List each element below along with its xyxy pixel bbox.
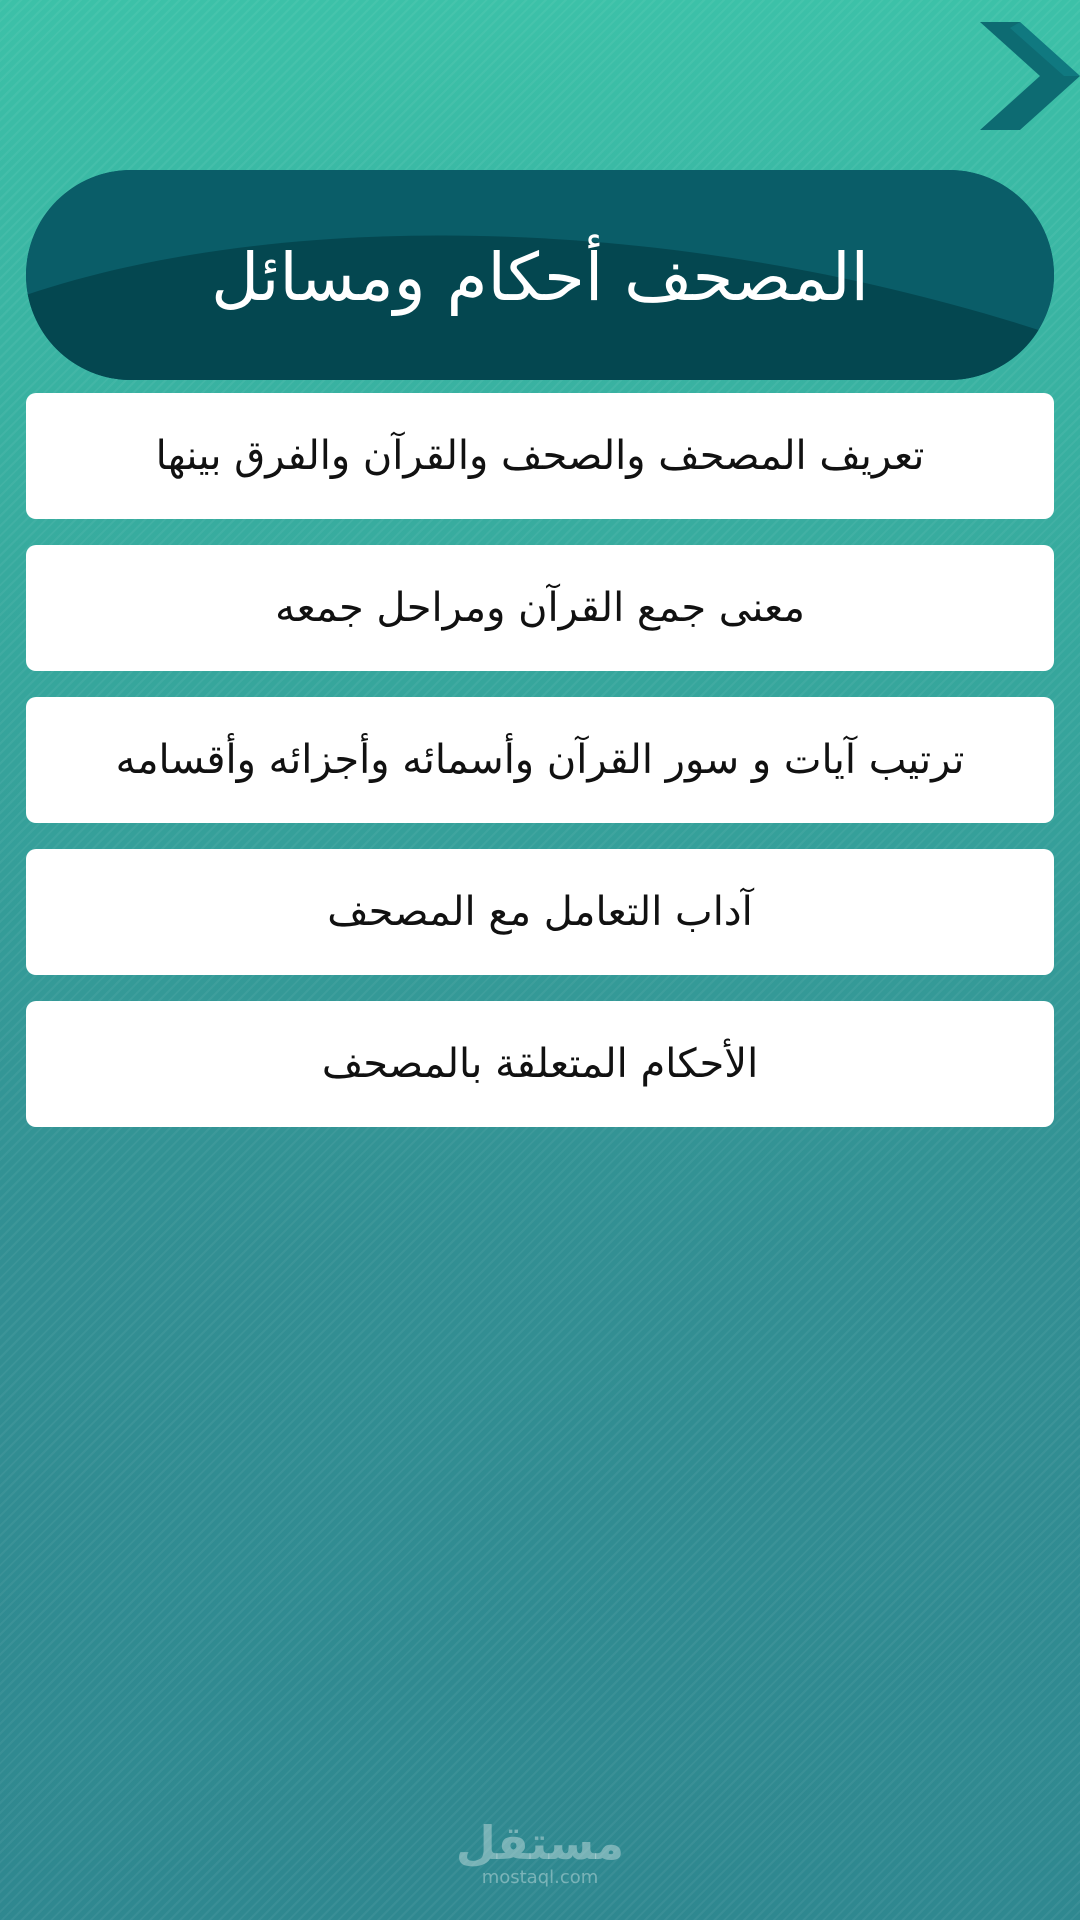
menu-item-arrangement[interactable]: ترتيب آيات و سور القرآن وأسمائه وأجزائه وأقسامه: [26, 697, 1054, 823]
chevron-right-icon: [980, 22, 1080, 130]
menu-item-etiquette[interactable]: آداب التعامل مع المصحف: [26, 849, 1054, 975]
menu-item-definition[interactable]: تعريف المصحف والصحف والقرآن والفرق بينها: [26, 393, 1054, 519]
menu-item-compilation[interactable]: معنى جمع القرآن ومراحل جمعه: [26, 545, 1054, 671]
watermark-latin: mostaql.com: [481, 1867, 599, 1888]
watermark-logo: [0, 1818, 1080, 1888]
watermark-arabic: مستقل: [455, 1816, 625, 1870]
title-banner: [26, 170, 1054, 380]
page-title: المصحف أحكام ومسائل: [211, 238, 869, 316]
menu-item-rulings[interactable]: الأحكام المتعلقة بالمصحف: [26, 1001, 1054, 1127]
topics-menu: [26, 393, 1054, 1153]
back-button[interactable]: [980, 22, 1080, 130]
